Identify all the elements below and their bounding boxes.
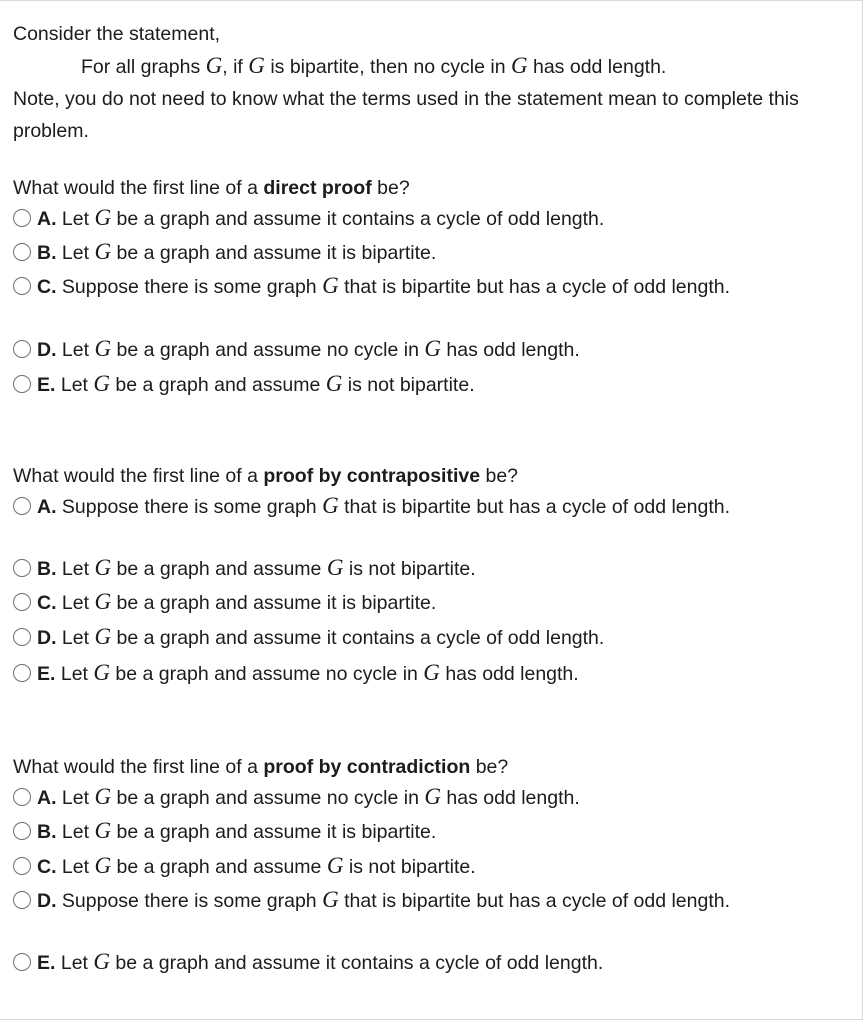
radio-button[interactable] xyxy=(13,628,31,646)
option-letter: E. xyxy=(37,952,56,974)
answer-option-e[interactable] xyxy=(13,369,827,400)
text-fragment: be a graph and assume no cycle in xyxy=(111,339,425,361)
answer-option-c[interactable] xyxy=(13,587,827,618)
option-letter: C. xyxy=(37,276,57,298)
text-fragment: be a graph and assume xyxy=(111,856,327,878)
radio-button[interactable] xyxy=(13,891,31,909)
option-letter: A. xyxy=(37,208,57,230)
radio-button[interactable] xyxy=(13,243,31,261)
option-letter: B. xyxy=(37,558,57,580)
note-text: Note, you do not need to know what the terms used in the statement mean to complete this problem. xyxy=(13,88,799,142)
math-variable-g: G xyxy=(325,371,343,396)
text-fragment: Suppose there is some graph xyxy=(56,496,323,518)
math-variable-g: G xyxy=(326,853,344,878)
answer-option-e[interactable] xyxy=(13,658,827,689)
answer-option-b[interactable] xyxy=(13,237,827,268)
proof-type: proof by contrapositive xyxy=(263,465,481,487)
math-variable-g: G xyxy=(93,949,111,974)
question-contrapositive xyxy=(13,460,843,685)
math-variable-g: G xyxy=(94,589,112,614)
radio-button[interactable] xyxy=(13,857,31,875)
radio-button[interactable] xyxy=(13,497,31,515)
math-variable-g: G xyxy=(94,818,112,843)
prompt-text: What would the first line of a xyxy=(13,756,264,778)
radio-button[interactable] xyxy=(13,559,31,577)
text-fragment: For all graphs xyxy=(81,56,206,78)
text-fragment: has odd length. xyxy=(439,663,579,685)
radio-button[interactable] xyxy=(13,593,31,611)
text-fragment: Suppose there is some graph xyxy=(56,276,323,298)
radio-button[interactable] xyxy=(13,664,31,682)
text-fragment: is not bipartite. xyxy=(343,558,476,580)
math-variable-g: G xyxy=(248,53,265,78)
option-letter: E. xyxy=(37,663,56,685)
answer-option-b[interactable] xyxy=(13,816,827,847)
math-variable-g: G xyxy=(94,239,112,264)
answer-option-c[interactable] xyxy=(13,851,827,882)
answer-option-e[interactable] xyxy=(13,947,803,978)
answer-option-d[interactable] xyxy=(13,334,827,365)
option-letter: A. xyxy=(37,787,57,809)
text-fragment: Let xyxy=(55,663,94,685)
math-variable-g: G xyxy=(322,493,339,518)
math-variable-g: G xyxy=(510,53,528,78)
answer-option-c[interactable] xyxy=(13,271,803,302)
math-variable-g: G xyxy=(205,53,223,78)
option-letter: A. xyxy=(37,496,57,518)
prompt-text: What would the first line of a xyxy=(13,177,264,199)
problem-content xyxy=(13,18,843,974)
option-letter: E. xyxy=(37,374,56,396)
answer-option-a[interactable] xyxy=(13,782,827,813)
text-fragment: Suppose there is some graph xyxy=(56,890,323,912)
math-variable-g: G xyxy=(424,336,441,361)
math-variable-g: G xyxy=(424,784,441,809)
text-fragment: that is bipartite but has a cycle of odd length. xyxy=(338,890,731,912)
radio-button[interactable] xyxy=(13,788,31,806)
question-prompt xyxy=(13,172,843,204)
text-fragment: be a graph and assume it contains a cycle of odd length. xyxy=(110,952,604,974)
text-fragment: that is bipartite but has a cycle of odd length. xyxy=(338,496,731,518)
answer-option-d[interactable] xyxy=(13,622,803,653)
text-fragment: Let xyxy=(56,208,95,230)
text-fragment: be a graph and assume it contains a cycle of odd length. xyxy=(111,208,605,230)
option-letter: C. xyxy=(37,592,57,614)
math-variable-g: G xyxy=(94,624,112,649)
question-prompt xyxy=(13,460,843,492)
text-fragment: Let xyxy=(56,821,95,843)
radio-button[interactable] xyxy=(13,822,31,840)
text-fragment: is bipartite, then no cycle in xyxy=(264,56,511,78)
math-variable-g: G xyxy=(94,205,112,230)
prompt-text: be? xyxy=(470,756,509,778)
math-variable-g: G xyxy=(423,660,440,685)
prompt-text: be? xyxy=(480,465,519,487)
text-fragment: be a graph and assume xyxy=(111,558,327,580)
answer-option-b[interactable] xyxy=(13,553,827,584)
text-fragment: Let xyxy=(56,787,95,809)
text-fragment: be a graph and assume xyxy=(110,374,326,396)
option-letter: D. xyxy=(37,627,57,649)
radio-button[interactable] xyxy=(13,209,31,227)
math-variable-g: G xyxy=(322,887,339,912)
text-fragment: Let xyxy=(56,242,95,264)
answer-option-a[interactable] xyxy=(13,203,803,234)
math-variable-g: G xyxy=(93,660,111,685)
prompt-text: What would the first line of a xyxy=(13,465,264,487)
text-fragment: , if xyxy=(222,56,249,78)
text-fragment: that is bipartite but has a cycle of odd length. xyxy=(338,276,731,298)
text-fragment: be a graph and assume it is bipartite. xyxy=(111,821,437,843)
text-fragment: Let xyxy=(55,952,94,974)
text-fragment: Let xyxy=(55,374,94,396)
option-letter: B. xyxy=(37,821,57,843)
text-fragment: is not bipartite. xyxy=(342,374,475,396)
option-letter: C. xyxy=(37,856,57,878)
text-fragment: Let xyxy=(56,627,95,649)
text-fragment: Let xyxy=(56,558,95,580)
text-fragment: be a graph and assume it is bipartite. xyxy=(111,592,437,614)
prompt-text: be? xyxy=(371,177,410,199)
text-fragment: be a graph and assume no cycle in xyxy=(110,663,424,685)
radio-button[interactable] xyxy=(13,277,31,295)
text-fragment: be a graph and assume no cycle in xyxy=(111,787,425,809)
math-variable-g: G xyxy=(94,555,112,580)
answer-option-a[interactable] xyxy=(13,491,803,522)
question-contradiction xyxy=(13,751,843,974)
radio-button[interactable] xyxy=(13,953,31,971)
text-fragment: Let xyxy=(56,592,95,614)
math-variable-g: G xyxy=(322,273,339,298)
radio-button[interactable] xyxy=(13,340,31,358)
text-fragment: Let xyxy=(56,339,95,361)
text-fragment: Let xyxy=(56,856,95,878)
text-fragment: has odd length. xyxy=(440,339,580,361)
proof-type: direct proof xyxy=(263,177,372,199)
question-direct-proof xyxy=(13,172,843,396)
math-variable-g: G xyxy=(94,853,112,878)
intro-line: Consider the statement, xyxy=(13,23,221,45)
answer-option-d[interactable] xyxy=(13,885,803,916)
proof-type: proof by contradiction xyxy=(263,756,471,778)
text-fragment: has odd length. xyxy=(440,787,580,809)
option-letter: D. xyxy=(37,890,57,912)
math-variable-g: G xyxy=(326,555,344,580)
text-fragment: be a graph and assume it is bipartite. xyxy=(111,242,437,264)
option-letter: B. xyxy=(37,242,57,264)
text-fragment: is not bipartite. xyxy=(343,856,476,878)
math-variable-g: G xyxy=(94,784,112,809)
radio-button[interactable] xyxy=(13,375,31,393)
option-letter: D. xyxy=(37,339,57,361)
math-variable-g: G xyxy=(93,371,111,396)
statement xyxy=(13,50,843,83)
question-prompt xyxy=(13,751,843,783)
text-fragment: be a graph and assume it contains a cycle of odd length. xyxy=(111,627,605,649)
math-variable-g: G xyxy=(94,336,112,361)
text-fragment: has odd length. xyxy=(527,56,667,78)
